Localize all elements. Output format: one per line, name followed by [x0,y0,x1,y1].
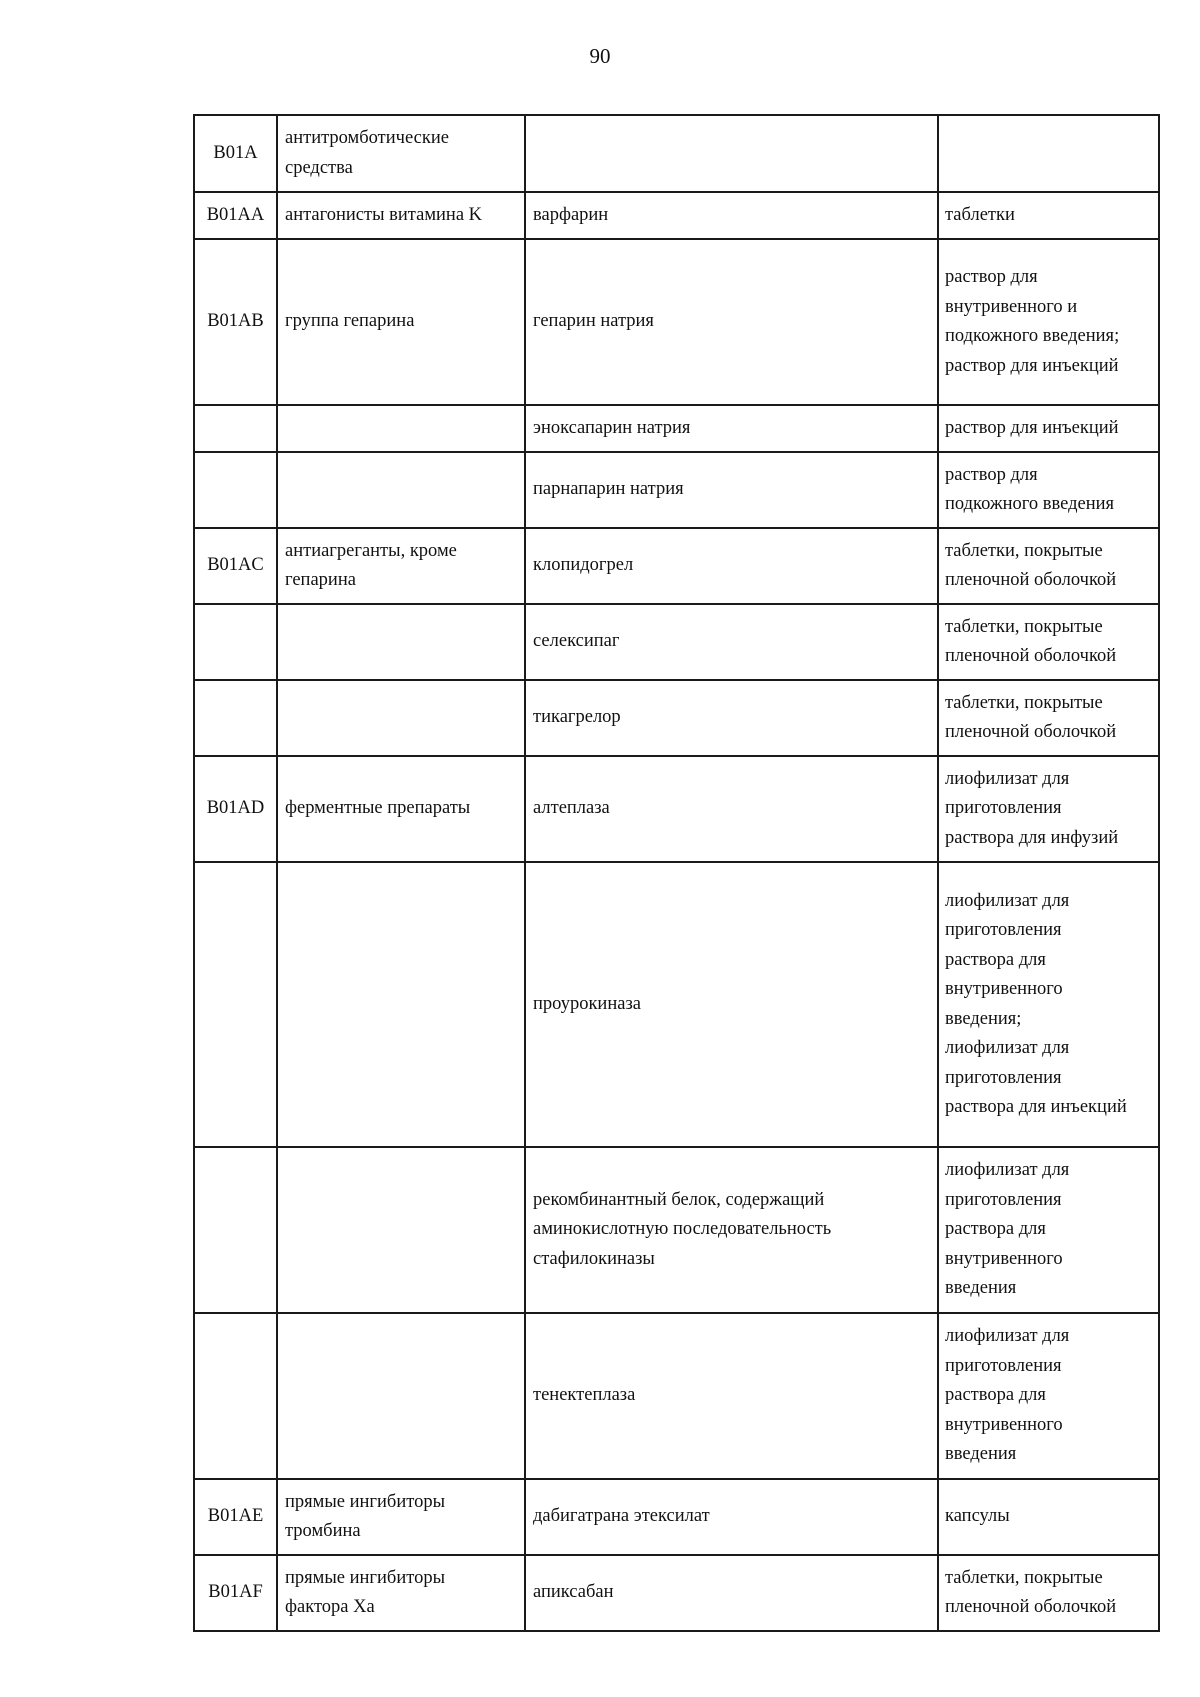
atc-code-cell [194,405,277,452]
table-row [194,680,1159,756]
table-row [194,1479,1159,1555]
drug-name-cell: тикагрелор [525,680,938,756]
table-row [194,239,1159,405]
pharmacological-group-cell: прямые ингибиторы тромбина [277,1479,525,1555]
dosage-form-cell: капсулы [938,1479,1159,1555]
atc-code-cell: B01AE [194,1479,277,1555]
dosage-form-cell: таблетки [938,192,1159,239]
dosage-form-cell: раствор для инъекций [938,405,1159,452]
table-row [194,1313,1159,1479]
dosage-form-cell: раствор для внутривенного и подкожного введения; раствор для инъекций [938,239,1159,405]
atc-code-cell: B01AF [194,1555,277,1631]
pharmacological-group-cell: антитромботические средства [277,115,525,192]
atc-code-cell: B01AC [194,528,277,604]
atc-code-cell [194,1147,277,1313]
dosage-form-cell: раствор для подкожного введения [938,452,1159,528]
pharmacological-group-cell [277,604,525,680]
table-row [194,604,1159,680]
table-row [194,1555,1159,1631]
table-row [194,1147,1159,1313]
table-row [194,452,1159,528]
atc-code-cell [194,862,277,1147]
atc-code-cell [194,604,277,680]
pharmacological-group-cell: прямые ингибиторы фактора Xa [277,1555,525,1631]
atc-code-cell [194,452,277,528]
drug-name-cell: гепарин натрия [525,239,938,405]
dosage-form-cell: таблетки, покрытые пленочной оболочкой [938,1555,1159,1631]
dosage-form-cell: таблетки, покрытые пленочной оболочкой [938,680,1159,756]
pharmacological-group-cell [277,862,525,1147]
pharmacological-group-cell: антиагреганты, кроме гепарина [277,528,525,604]
drug-name-cell: эноксапарин натрия [525,405,938,452]
page-number: 90 [589,44,611,68]
pharmacological-group-cell: группа гепарина [277,239,525,405]
drug-name-cell: варфарин [525,192,938,239]
drug-name-cell: алтеплаза [525,756,938,862]
table-body [194,115,1159,1631]
dosage-form-cell: лиофилизат для приготовления раствора для инфузий [938,756,1159,862]
table-row [194,192,1159,239]
drug-name-cell: тенектеплаза [525,1313,938,1479]
table-row [194,405,1159,452]
drug-name-cell: проурокиназа [525,862,938,1147]
atc-code-cell: B01AA [194,192,277,239]
atc-code-cell: B01A [194,115,277,192]
pharmacological-group-cell [277,1313,525,1479]
dosage-form-cell: лиофилизат для приготовления раствора для внутривенного введения [938,1313,1159,1479]
drug-name-cell: парнапарин натрия [525,452,938,528]
drug-name-cell: рекомбинантный белок, содержащий аминокислотную последовательность стафилокиназы [525,1147,938,1313]
pharmacological-group-cell [277,1147,525,1313]
atc-code-cell [194,680,277,756]
drug-name-cell: селексипаг [525,604,938,680]
drug-name-cell [525,115,938,192]
table-row [194,862,1159,1147]
drug-name-cell: клопидогрел [525,528,938,604]
pharmacological-group-cell [277,405,525,452]
table-row [194,528,1159,604]
drug-name-cell: апиксабан [525,1555,938,1631]
pharmacological-group-cell [277,452,525,528]
dosage-form-cell: таблетки, покрытые пленочной оболочкой [938,604,1159,680]
dosage-form-cell: лиофилизат для приготовления раствора для внутривенного введения; лиофилизат для приготовления раствора для инъекций [938,862,1159,1147]
pharmacological-group-cell: антагонисты витамина K [277,192,525,239]
atc-code-cell: B01AB [194,239,277,405]
dosage-form-cell: лиофилизат для приготовления раствора для внутривенного введения [938,1147,1159,1313]
atc-code-cell [194,1313,277,1479]
dosage-form-cell: таблетки, покрытые пленочной оболочкой [938,528,1159,604]
pharmacological-group-cell [277,680,525,756]
drug-name-cell: дабигатрана этексилат [525,1479,938,1555]
table-row [194,115,1159,192]
atc-code-cell: B01AD [194,756,277,862]
pharmacological-group-cell: ферментные препараты [277,756,525,862]
table-row [194,756,1159,862]
drug-classification-table [193,114,1160,1632]
dosage-form-cell [938,115,1159,192]
